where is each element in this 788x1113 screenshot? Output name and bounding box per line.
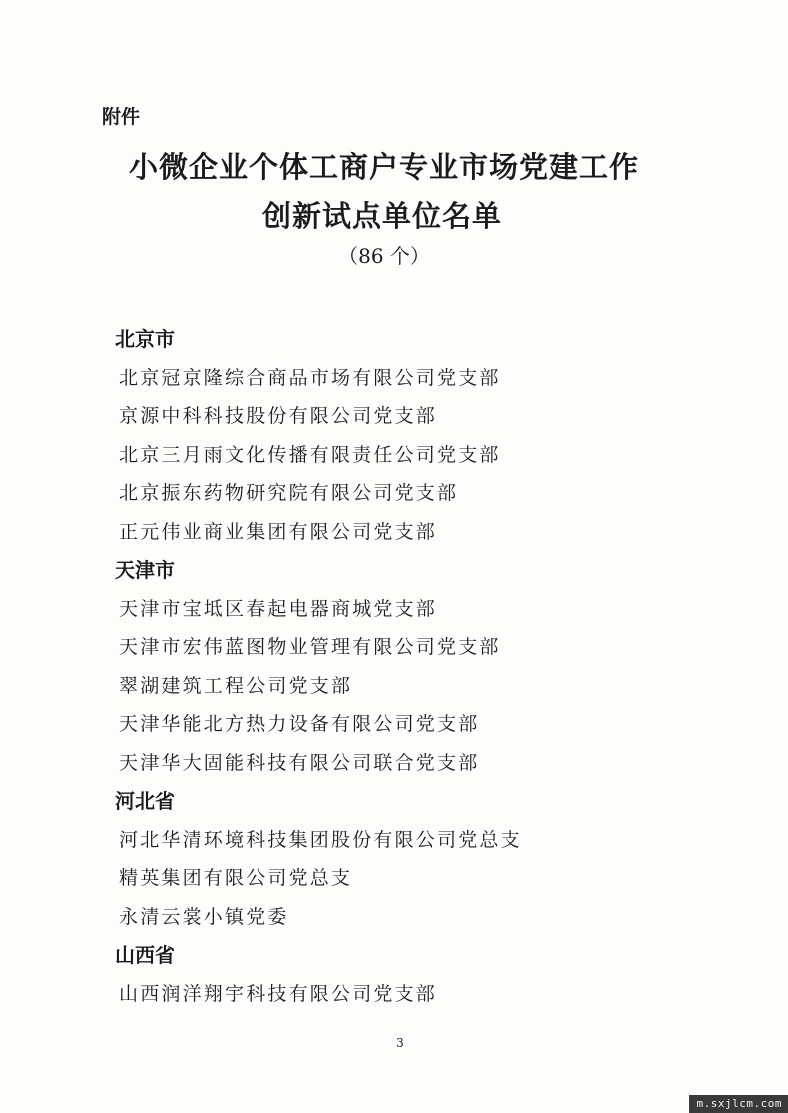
page-number: 3 (396, 1036, 404, 1050)
region-heading-beijing: 北京市 (115, 327, 175, 351)
list-item: 永清云裳小镇党委 (119, 905, 289, 928)
list-item: 精英集团有限公司党总支 (119, 867, 353, 889)
watermark-text: m.sxjlcm.com (689, 1095, 788, 1113)
document-title-line2: 创新试点单位名单 (261, 199, 502, 233)
list-item: 正元伟业商业集团有限公司党支部 (119, 520, 438, 543)
document-title-line1: 小微企业个体工商户专业市场党建工作 (128, 150, 639, 184)
region-heading-shanxi: 山西省 (115, 943, 175, 967)
unit-list (113, 320, 753, 1013)
region-heading-tianjin: 天津市 (115, 558, 175, 582)
unit-count: （86 个） (338, 244, 430, 268)
list-item: 天津华大固能科技有限公司联合党支部 (119, 751, 480, 774)
list-item: 北京三月雨文化传播有限责任公司党支部 (119, 443, 501, 466)
list-item: 天津华能北方热力设备有限公司党支部 (119, 713, 480, 735)
list-item: 天津市宝坻区春起电器商城党支部 (119, 597, 438, 620)
list-item: 山西润洋翔宇科技有限公司党支部 (119, 982, 438, 1005)
list-item: 北京振东药物研究院有限公司党支部 (119, 482, 459, 504)
list-item: 河北华清环境科技集团股份有限公司党总支 (119, 828, 522, 851)
list-item: 天津市宏伟蓝图物业管理有限公司党支部 (119, 636, 501, 658)
region-heading-hebei: 河北省 (115, 789, 175, 813)
list-item: 京源中科科技股份有限公司党支部 (119, 405, 438, 427)
list-item: 北京冠京隆综合商品市场有限公司党支部 (119, 366, 501, 389)
list-item: 翠湖建筑工程公司党支部 (119, 674, 353, 697)
attachment-label: 附件 (102, 106, 141, 128)
